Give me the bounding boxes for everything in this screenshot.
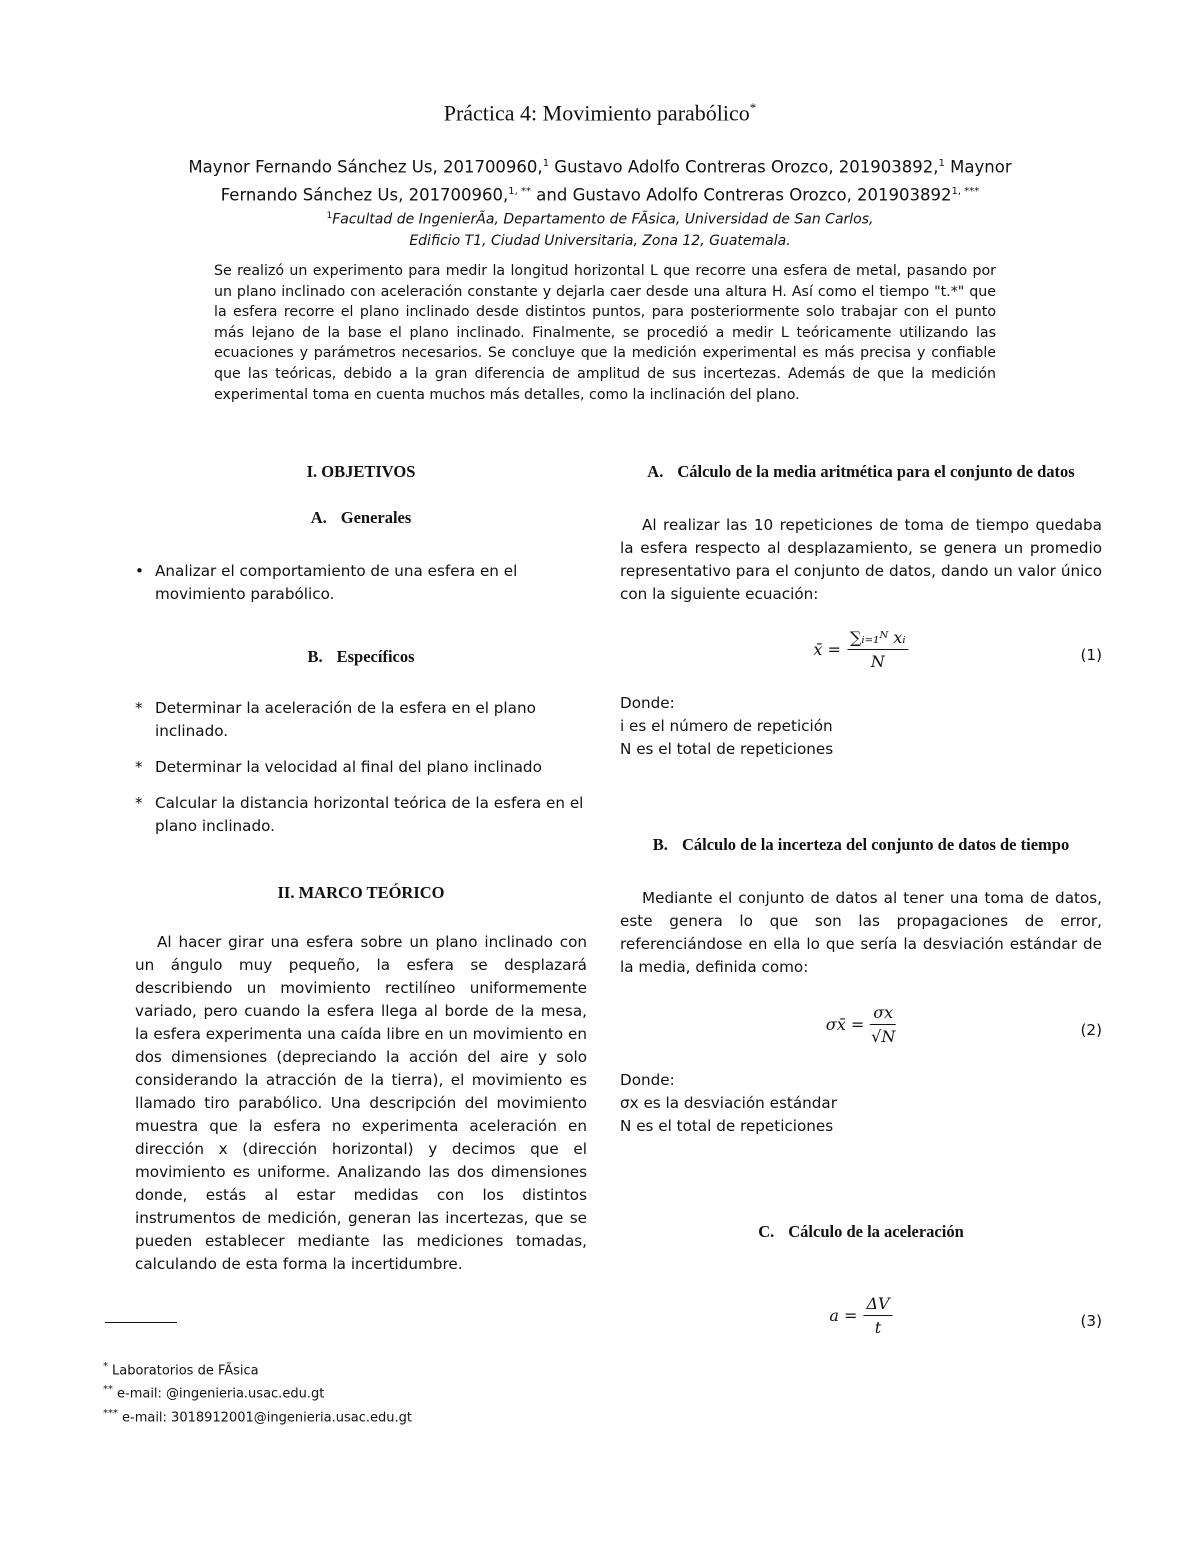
abstract: Se realizó un experimento para medir la longitud horizontal L que recorre una esfera de metal, pasando por un plano inclinado con aceleración constante y dejarla caer desde una altura H. Así como el tiempo "t.*" que la esfera recorre el plano inclinado desde distintos puntos, para posteriormente solo trabajar con el punto más lejano de la base el plano inclinado. Finalmente, se procedió a medir L teóricamente utilizando las ecuaciones y parámetros necesarios. Se concluye que la medición experimental es más precisa y confiable que las teóricas, debido a la gran diferencia de amplitud de sus incertezas. Además de que la medición experimental toma en cuenta muchos más detalles, como la inclinación del plano. [214, 263, 996, 403]
subsection-title: Cálculo de la aceleración [788, 1222, 964, 1241]
footnote-text: e-mail: @ingenieria.usac.edu.gt [117, 1386, 325, 1402]
list-item [135, 792, 587, 838]
where-label: Donde: [620, 694, 675, 712]
incerteza-where [620, 1069, 1102, 1138]
title-text: Práctica 4: Movimiento parabólico [443, 100, 750, 126]
equation-lhs: x̄ = [813, 640, 841, 659]
where-label: Donde: [620, 1071, 675, 1089]
author-4: and Gustavo Adolfo Contreras Orozco, 201903892 [531, 185, 952, 204]
equation-3 [620, 1294, 1102, 1354]
affiliation [200, 206, 1000, 252]
author-3: Maynor Fernando Sánchez Us, 201700960, [220, 157, 1012, 204]
subsection-title: Cálculo de la incerteza del conjunto de datos de tiempo [681, 835, 1070, 854]
marco-teorico-text: Al hacer girar una esfera sobre un plano inclinado con un ángulo muy pequeño, la esfera se desplazará describiendo un movimiento rectilíneo uniformemente variado, pero cuando la esfera llega al borde de la mesa, la esfera experimenta una caída libre en un movimiento en dos dimensiones (depreciando la acción del aire y solo considerando la atracción de la tierra), el movimiento es llamado tiro parabólico. Una descripción del movimiento muestra que la esfera no experimenta aceleración en dirección x (dirección horizontal) y decimos que el movimiento es uniforme. Analizando las dos dimensiones donde, estás al estar medidas con los distintos instrumentos de medición, generan las incertezas, que se pueden establecer mediante las mediciones tomadas, calculando de esta forma la incertidumbre. [135, 933, 587, 1273]
author-2: Gustavo Adolfo Contreras Orozco, 201903892, [549, 157, 939, 177]
list-item-text: Determinar la velocidad al final del plano inclinado [155, 758, 542, 776]
equation-numerator: σx [870, 1003, 896, 1025]
equation-denominator: √N [871, 1027, 896, 1046]
footnote-text: e-mail: 3018912001@ingenieria.usac.edu.gt [122, 1409, 412, 1425]
footnotes [103, 1357, 583, 1427]
equation-numerator: ∑ᵢ₌₁ᴺ xᵢ [847, 628, 909, 650]
author-3-affil: 1, ** [508, 185, 532, 197]
list-item-text: Determinar la aceleración de la esfera en el plano inclinado. [155, 699, 536, 740]
where-line: N es el total de repeticiones [620, 740, 834, 758]
footnote-text: Laboratorios de FÃsica [112, 1363, 259, 1379]
equation-denominator: t [874, 1318, 882, 1337]
where-line: i es el número de repetición [620, 717, 833, 735]
subsection-especificos-heading [135, 645, 587, 669]
where-line: N es el total de repeticiones [620, 1117, 834, 1135]
subsection-incerteza-heading [620, 833, 1102, 857]
equation-number: (3) [1080, 1312, 1102, 1330]
subsection-label: B. [307, 647, 323, 666]
section-objetivos-heading: I. OBJETIVOS [306, 462, 416, 481]
title-footnote-mark: * [749, 100, 757, 115]
affiliation-mark: 1 [326, 211, 333, 221]
footnote-mark: *** [103, 1407, 118, 1419]
equation-denominator: N [870, 652, 885, 671]
subsection-title: Específicos [336, 647, 415, 666]
list-item [135, 560, 587, 606]
asterisk-icon: * [135, 758, 143, 776]
equation-number: (2) [1080, 1021, 1102, 1039]
footnote [103, 1404, 583, 1427]
equation-number: (1) [1080, 646, 1102, 664]
left-column [135, 460, 587, 1276]
author-2-affil: 1 [938, 158, 945, 169]
equation-lhs: σx̄ = [825, 1015, 865, 1034]
list-item [135, 697, 587, 743]
subsection-generales-heading [135, 506, 587, 530]
bullet-icon: • [135, 562, 144, 580]
asterisk-icon: * [135, 794, 143, 812]
author-1-affil: 1 [542, 158, 550, 169]
paper-title [0, 100, 1200, 126]
author-1: Maynor Fernando Sánchez Us, 201700960, [188, 157, 543, 177]
general-objectives-list [135, 560, 587, 606]
affiliation-line-1: Facultad de IngenierÃa, Departamento de FÃsica, Universidad de San Carlos, [332, 211, 874, 228]
subsection-aceleracion-heading [620, 1220, 1102, 1244]
section-marco-teorico-heading: II. MARCO TEÓRICO [277, 883, 445, 902]
footnote [103, 1357, 583, 1380]
list-item-text: Analizar el comportamiento de una esfera en el movimiento parabólico. [155, 562, 518, 603]
incerteza-text: Mediante el conjunto de datos al tener una toma de datos, este genera lo que son las propagaciones de error, referenciándose en ella lo que sería la desviación estándar de la media, definida como: [620, 889, 1102, 976]
subsection-label: C. [758, 1222, 775, 1241]
equation-numerator: ΔV [863, 1294, 892, 1316]
where-line: σx es la desviación estándar [620, 1094, 837, 1112]
specific-objectives-list [135, 697, 587, 838]
subsection-label: A. [310, 508, 327, 527]
author-list [160, 152, 1040, 207]
media-text: Al realizar las 10 repeticiones de toma de tiempo quedaba la esfera respecto al desplazamiento, se genera un promedio representativo para el conjunto de datos, dando un valor único con la siguiente ecuación: [620, 516, 1102, 603]
asterisk-icon: * [135, 699, 143, 717]
list-item [135, 756, 587, 779]
subsection-label: A. [647, 462, 664, 481]
equation-lhs: a = [829, 1306, 858, 1325]
subsection-title: Cálculo de la media aritmética para el conjunto de datos [677, 462, 1075, 481]
media-where [620, 692, 1102, 761]
subsection-label: B. [652, 835, 668, 854]
equation-2 [620, 1003, 1102, 1063]
affiliation-line-2: Edificio T1, Ciudad Universitaria, Zona 12, Guatemala. [409, 232, 791, 249]
footnote [103, 1380, 583, 1403]
subsection-title: Generales [340, 508, 412, 527]
equation-1 [620, 628, 1102, 688]
footnote-mark: * [103, 1361, 108, 1372]
author-4-affil: 1, *** [951, 185, 980, 197]
right-column [620, 460, 1102, 1354]
footnote-divider [105, 1322, 177, 1323]
subsection-media-heading [620, 460, 1102, 484]
footnote-mark: ** [103, 1384, 113, 1396]
list-item-text: Calcular la distancia horizontal teórica de la esfera en el plano inclinado. [155, 794, 584, 835]
